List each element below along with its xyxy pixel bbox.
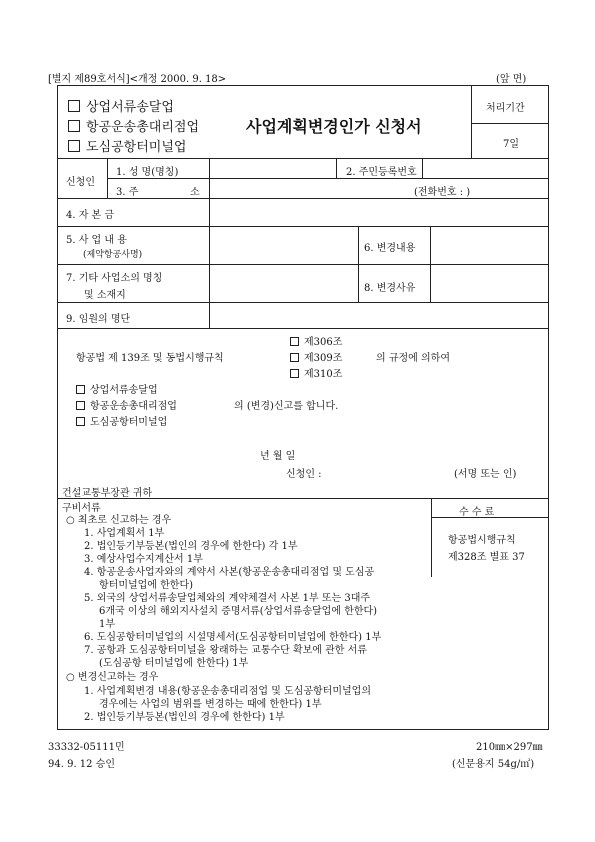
checkbox-icon[interactable]	[68, 140, 80, 152]
page-side: (앞 면)	[496, 74, 527, 85]
address-label-end: 소	[190, 187, 200, 198]
first-case-header: ○ 최초로 신고하는 경우	[66, 515, 172, 526]
checkbox-icon[interactable]	[76, 417, 85, 426]
list-item: 6개국 이상의 해외지사설치 증명서류(상업서류송달업에 한한다)	[99, 606, 378, 617]
addressee: 건설교통부장관 귀하	[62, 488, 153, 499]
business-label: 5. 사 업 내 용	[66, 235, 127, 246]
change-reason-label: 8. 변경사유	[364, 283, 416, 294]
signature-note: (서명 또는 인)	[454, 469, 517, 480]
change-content-field[interactable]	[433, 228, 546, 262]
business-sub-label: (제약항공사명)	[83, 250, 143, 260]
resident-number-field[interactable]	[425, 160, 545, 176]
processing-period-label: 처리기간	[486, 103, 525, 114]
type-option-2: 항공운송총대리점업	[68, 116, 199, 135]
checkbox-icon[interactable]	[68, 100, 80, 112]
address-field[interactable]	[212, 180, 402, 196]
article-310: 제310조	[290, 365, 342, 380]
list-item: 2. 법인등기부등본(법인의 경우에 한한다) 각 1부	[84, 541, 298, 552]
list-item: 4. 항공운송사업자와의 계약서 사본(항공운송총대리점업 및 도심공	[84, 567, 375, 578]
processing-period-value: 7일	[503, 139, 520, 150]
list-item: 5. 외국의 상업서류송달업체와의 계약체결서 사본 1부 또는 3대주	[84, 593, 371, 604]
list-item: 1. 사업계획변경 내용(항공운송총대리점업 및 도심공항터미널업의	[84, 686, 371, 697]
law-text: 항공법 제 139조 및 동법시행규칙	[76, 353, 224, 364]
form-code: 33332-05111민	[48, 742, 125, 753]
phone-label: (전화번호 : )	[414, 187, 471, 198]
article-309: 제309조	[290, 349, 342, 364]
type-option-3: 도심공항터미널업	[68, 136, 186, 155]
other-office-field[interactable]	[212, 266, 356, 300]
checkbox-icon[interactable]	[76, 385, 85, 394]
other-office-label: 7. 기타 사업소의 명칭	[66, 273, 163, 284]
checkbox-icon[interactable]	[290, 353, 299, 362]
address-label: 3. 주	[116, 187, 139, 198]
list-item: 3. 예상사업수지계산서 1부	[84, 554, 203, 565]
list-item: 항터미널업에 한한다)	[99, 580, 194, 591]
approval-date: 94. 9. 12 승인	[48, 759, 116, 770]
list-item: 7. 공항과 도심공항터미널을 왕래하는 교통수단 확보에 관한 서류	[84, 645, 367, 656]
report-text: 의 (변경)신고를 합니다.	[234, 401, 339, 412]
date-line: 년 월 일	[260, 451, 296, 462]
law-suffix: 의 규정에 의하여	[376, 353, 450, 364]
applicant-label: 신청인	[66, 177, 95, 188]
list-item: 6. 도심공항터미널업의 시설명세서(도심공항터미널업에 한한다) 1부	[84, 632, 382, 643]
service-option-1: 상업서류송달업	[76, 381, 158, 396]
article-306: 제306조	[290, 333, 342, 348]
form-title: 사업계획변경인가 신청서	[246, 117, 422, 136]
capital-label: 4. 자 본 금	[66, 210, 115, 221]
service-option-2: 항공운송총대리점업	[76, 397, 177, 412]
type-option-1: 상업서류송달업	[68, 96, 174, 115]
list-item: (도심공항 터미널업에 한한다) 1부	[99, 658, 249, 669]
list-item: 1. 사업계획서 1부	[84, 528, 165, 539]
signer-field[interactable]	[334, 462, 434, 478]
service-option-3: 도심공항터미널업	[76, 413, 167, 428]
business-field[interactable]	[212, 228, 356, 262]
documents-label: 구비서류	[62, 503, 101, 514]
checkbox-icon[interactable]	[76, 401, 85, 410]
other-office-sub-label: 및 소재지	[84, 290, 126, 301]
checkbox-icon[interactable]	[290, 369, 299, 378]
list-item: 2. 법인등기부등본(법인의 경우에 한한다) 1부	[84, 712, 285, 723]
name-field[interactable]	[212, 160, 332, 176]
paper-size: 210㎜×297㎜	[476, 742, 543, 753]
paper-type: (신문용지 54g/㎡)	[452, 759, 535, 770]
list-item: 1부	[99, 619, 116, 630]
fee-label: 수 수 료	[459, 507, 495, 518]
fee-law: 항공법시행규칙	[448, 535, 516, 546]
change-reason-field[interactable]	[433, 266, 546, 300]
officers-field[interactable]	[212, 304, 546, 326]
name-label: 1. 성 명(명칭)	[116, 167, 179, 178]
fee-article: 제328조 별표 37	[448, 552, 525, 563]
signer-label: 신청인 :	[286, 469, 322, 480]
checkbox-icon[interactable]	[290, 337, 299, 346]
capital-field[interactable]	[212, 200, 546, 224]
resident-number-label: 2. 주민등록번호	[346, 167, 417, 178]
change-content-label: 6. 변경내용	[364, 243, 416, 254]
form-number: [별지 제89호서식]<개정 2000. 9. 18>	[48, 74, 227, 85]
change-case-header: ○ 변경신고하는 경우	[66, 672, 159, 683]
officers-label: 9. 임원의 명단	[66, 314, 131, 325]
list-item: 경우에는 사업의 범위를 변경하는 때에 한한다) 1부	[99, 699, 322, 710]
checkbox-icon[interactable]	[68, 120, 80, 132]
